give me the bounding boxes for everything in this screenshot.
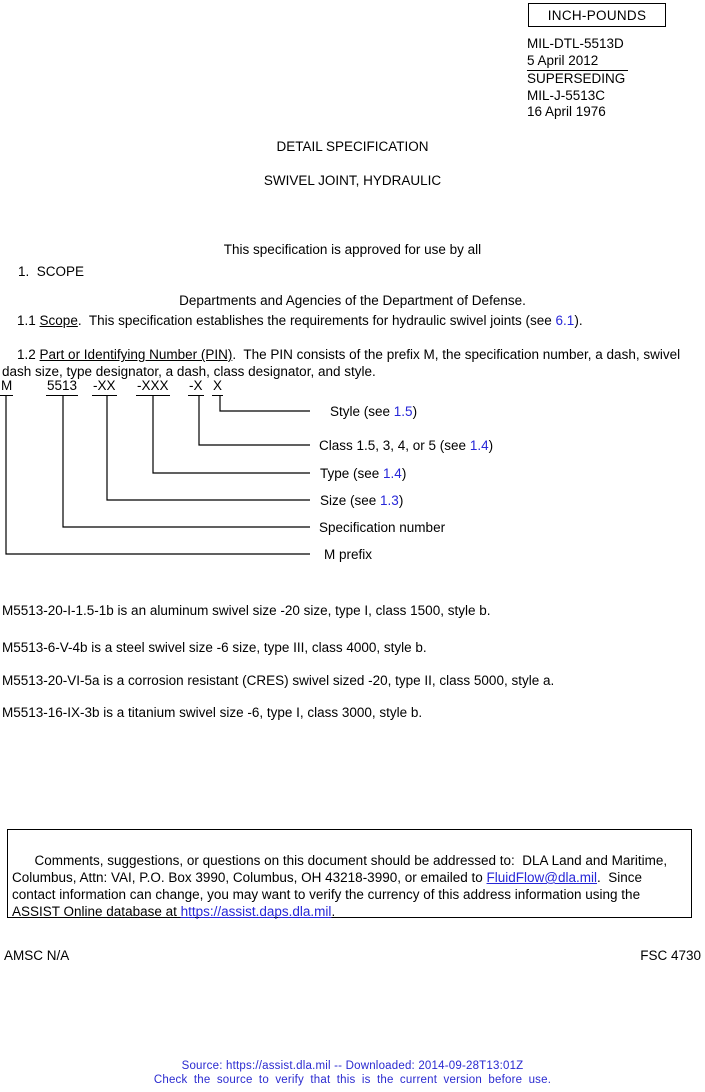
- para-1-2-number: 1.2: [17, 347, 40, 362]
- pin-example-1: M5513-20-I-1.5-1b is an aluminum swivel size -20 size, type I, class 1500, style b.: [2, 603, 491, 618]
- doc-number: MIL-DTL-5513D: [527, 36, 624, 51]
- doc-date: 5 April 2012: [527, 53, 628, 72]
- link-1-4-type[interactable]: 1.4: [383, 466, 402, 481]
- pin-label-class: Class 1.5, 3, 4, or 5 (see 1.4): [319, 438, 494, 453]
- pin-example-2: M5513-6-V-4b is a steel swivel size -6 size, type III, class 4000, style b.: [2, 640, 427, 655]
- para-1-2-body: . The PIN consists of the prefix M, the specification number, a dash, swivel dash size, type designator, a dash, class designator, and style.: [2, 347, 684, 379]
- pin-segment-size: -XX: [92, 378, 117, 396]
- pin-label-m-prefix: M prefix: [324, 547, 373, 562]
- pin-label-style: Style (see 1.5): [330, 404, 418, 419]
- doc-title-line1: DETAIL SPECIFICATION: [276, 139, 429, 154]
- para-1-2-label: Part or Identifying Number (PIN): [39, 347, 233, 362]
- approval-line1: This specification is approved for use by all: [223, 242, 482, 257]
- para-1-1-number: 1.1: [17, 313, 40, 328]
- pin-diagram: [0, 378, 705, 573]
- pin-label-spec-number: Specification number: [319, 520, 446, 535]
- comments-part3: .: [331, 904, 336, 919]
- fsc-id: FSC 4730: [640, 948, 701, 963]
- comments-text: [12, 835, 683, 937]
- amsc-fsc-row: [4, 948, 701, 963]
- approval-line2: Departments and Agencies of the Department of Defense.: [179, 293, 526, 308]
- assist-database-link[interactable]: https://assist.daps.dla.mil: [180, 904, 332, 919]
- source-footer-line2: Check the source to verify that this is the current version before use.: [153, 1073, 552, 1086]
- amsc-id: AMSC N/A: [4, 948, 70, 963]
- pin-segment-m-prefix: M: [0, 378, 13, 396]
- document-id-block: [527, 36, 628, 121]
- inch-pounds-box: [528, 3, 666, 27]
- superseding-label: SUPERSEDING: [527, 71, 626, 86]
- link-1-3[interactable]: 1.3: [380, 493, 399, 508]
- pin-example-4: M5513-16-IX-3b is a titanium swivel size -6, type I, class 3000, style b.: [2, 705, 423, 720]
- pin-label-size: Size (see 1.3): [320, 493, 404, 508]
- link-6-1[interactable]: 6.1: [555, 313, 575, 328]
- link-1-5[interactable]: 1.5: [393, 404, 413, 419]
- link-1-4-class[interactable]: 1.4: [469, 438, 489, 453]
- pin-label-type: Type (see 1.4): [320, 466, 407, 481]
- para-1-1-body: . This specification establishes the requirements for hydraulic swivel joints (see: [77, 313, 556, 328]
- pin-segment-style: X: [212, 378, 223, 396]
- doc-title-line2: SWIVEL JOINT, HYDRAULIC: [263, 173, 442, 188]
- comments-part1: Comments, suggestions, or questions on this document should be addressed to: DLA Land and Maritime, Columbus, Attn: VAI, P.O. Box 3990, Columbus, OH 43218-3990, or emailed to: [12, 853, 671, 885]
- para-1-1-label: Scope: [39, 313, 78, 328]
- superseded-date: 16 April 1976: [527, 104, 606, 119]
- pin-segment-type: -XXX: [136, 378, 170, 396]
- pin-segment-spec-number: 5513: [46, 378, 78, 396]
- comments-part2: . Since contact information can change, you may want to verify the currency of this address information using the ASSIST Online database at: [12, 870, 646, 919]
- comments-box: [7, 829, 692, 918]
- superseded-number: MIL-J-5513C: [527, 87, 606, 103]
- pin-example-3: M5513-20-VI-5a is a corrosion resistant (CRES) swivel sized -20, type II, class 5000, style a.: [2, 673, 555, 688]
- scope-heading: 1. SCOPE: [18, 264, 85, 279]
- pin-segment-class: -X: [188, 378, 204, 396]
- para-1-1-end: ).: [574, 313, 583, 328]
- inch-pounds-label: INCH-POUNDS: [547, 7, 647, 23]
- source-footer: [0, 1060, 705, 1087]
- email-link[interactable]: FluidFlow@dla.mil: [486, 870, 597, 885]
- doc-date-row: [527, 53, 628, 72]
- source-footer-line1: Source: https://assist.dla.mil -- Downloaded: 2014-09-28T13:01Z: [181, 1060, 524, 1072]
